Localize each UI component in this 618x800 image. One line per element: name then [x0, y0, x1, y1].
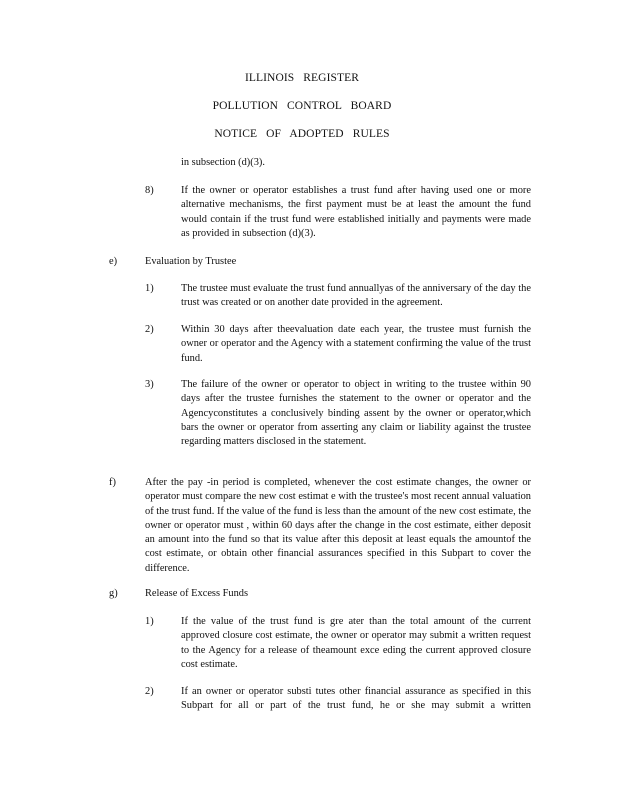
section-f-text: After the pay -in period is completed, whenever the cost estimate changes, the owner or operator must compare the new cost estimat e with the trustee's most recent annual valuation of the trust fund. If the value of the fund is less than the amount of the new cost estimate, the owner or operator must , within 60 days after the change in the cost estimate, either deposit an amount into the fund so that its value after this deposit at least equals the amountof the cost estimate, or obtain other financial assurances specified in this Subpart to cover the difference.	[145, 477, 531, 574]
section-g-item-1-text: If the value of the trust fund is gre ater than the total amount of the current approved closure cost estimate, the owner or operator may submit a written request to the Agency for a release of theamount exce eding the current approved closure cost estimate.	[181, 616, 531, 670]
register-title: ILLINOIS REGISTER	[244, 72, 360, 84]
section-e-item-2-text: Within 30 days after theevaluation date each year, the trustee must furnish the owner or operator and the Agency with a statement confirming the value of the trust fund.	[181, 324, 531, 364]
item-8-marker: 8)	[145, 185, 154, 196]
section-g-item-2-text: If an owner or operator substi tutes other financial assurance as specified in this Subpart for all or part of the trust fund, he or she may submit a written	[181, 686, 531, 712]
section-e-item-2-marker: 2)	[145, 324, 154, 335]
notice-title: NOTICE OF ADOPTED RULES	[214, 128, 390, 140]
continuation-text: in subsection (d)(3).	[181, 157, 265, 168]
section-g-item-2-marker: 2)	[145, 686, 154, 697]
section-g-item-1-marker: 1)	[145, 616, 154, 627]
section-e-marker: e)	[109, 256, 118, 267]
section-e-title: Evaluation by Trustee	[145, 256, 237, 267]
item-8-text: If the owner or operator establishes a trust fund after having used one or more alternative mechanisms, the first payment must be at least the amount the fund would contain if the trust fund were established initially and payments were made as provided in subsection (d)(3).	[181, 185, 531, 239]
section-e-item-1-marker: 1)	[145, 283, 154, 294]
section-g-title: Release of Excess Funds	[145, 588, 249, 599]
section-g-marker: g)	[109, 588, 118, 599]
section-e-item-3-text: The failure of the owner or operator to object in writing to the trustee within 90 days after the trustee furnishes the statement to the owner or operator and the Agencyconstitutes a conclusively binding assent by the owner or operator,which bars the owner or operator from asserting any claim or liability against the trustee regarding matters disclosed in the statement.	[181, 379, 531, 448]
board-title: POLLUTION CONTROL BOARD	[212, 100, 392, 112]
section-e-item-3-marker: 3)	[145, 379, 154, 390]
section-e-item-1-text: The trustee must evaluate the trust fund annuallyas of the anniversary of the day the trust was created or on another date provided in the agreement.	[181, 283, 531, 309]
section-f-marker: f)	[109, 477, 116, 488]
